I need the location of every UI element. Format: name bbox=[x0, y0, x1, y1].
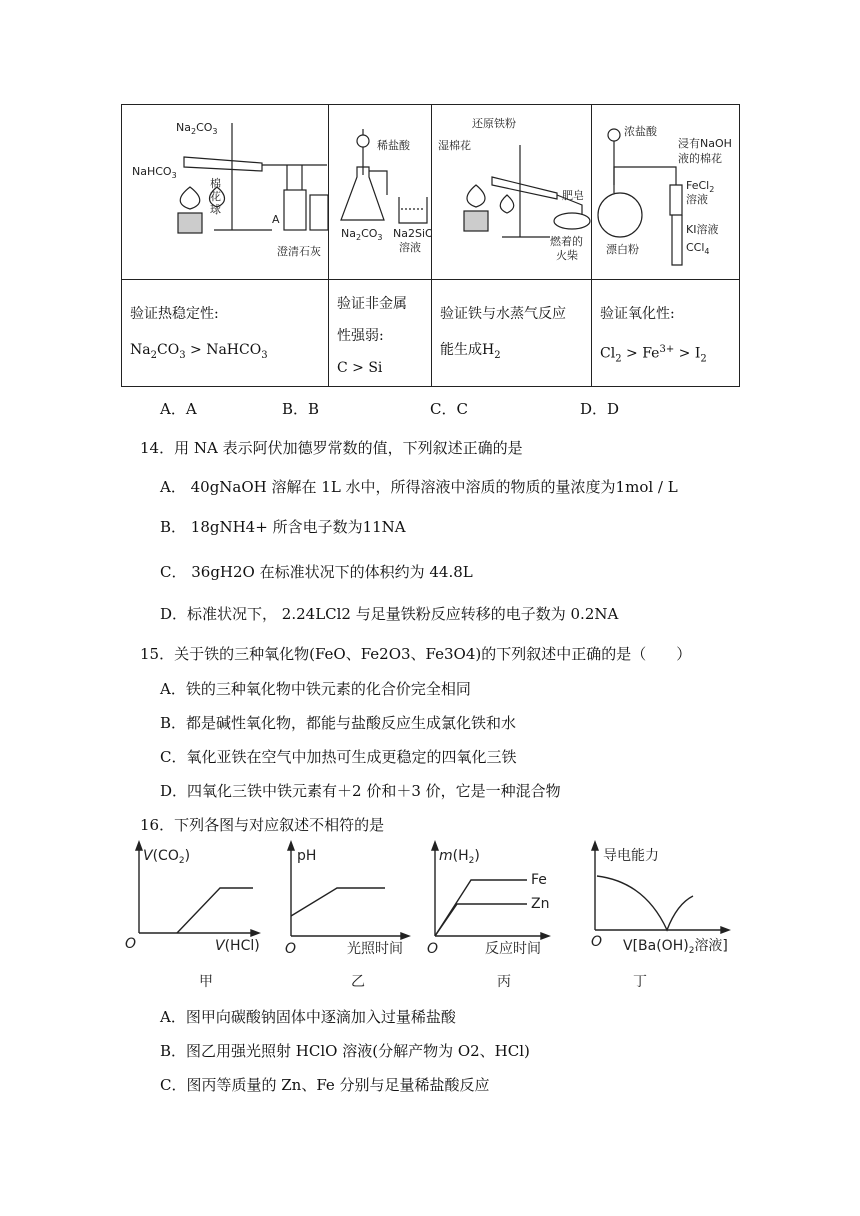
graph3-name: 丙 bbox=[497, 974, 511, 990]
graph2-origin: O bbox=[285, 941, 297, 957]
label-fecl2-solution: 溶液 bbox=[686, 193, 708, 206]
caption-a-line1: 验证热稳定性: bbox=[130, 306, 219, 322]
q16-option-b[interactable]: B．图乙用强光照射 HClO 溶液(分解产物为 O2、HCl) bbox=[160, 1042, 530, 1060]
q13-option-c[interactable]: C．C bbox=[430, 400, 468, 418]
graph1-name: 甲 bbox=[199, 974, 213, 990]
q15-option-d[interactable]: D．四氧化三铁中铁元素有＋2 价和＋3 价，它是一种混合物 bbox=[160, 782, 561, 800]
graph2-ylabel: pH bbox=[297, 848, 317, 864]
q13-option-d[interactable]: D．D bbox=[580, 400, 620, 418]
graph2-xlabel: 光照时间 bbox=[347, 941, 403, 957]
label-cotton: 棉花球 bbox=[210, 177, 221, 216]
q14-option-b[interactable]: B． 18gNH4+ 所含电子数为11NA bbox=[160, 518, 406, 536]
caption-d-line1: 验证氧化性: bbox=[600, 306, 675, 322]
caption-b bbox=[329, 280, 432, 387]
q15-option-b[interactable]: B．都是碱性氧化物，都能与盐酸反应生成氯化铁和水 bbox=[160, 714, 517, 732]
caption-d bbox=[592, 280, 740, 387]
graph3-curve-zn: Zn bbox=[531, 896, 550, 912]
label-na2co3-b: $Na_2CO_3$ bbox=[341, 227, 383, 242]
label-match-2: 火柴 bbox=[556, 249, 578, 262]
apparatus-a bbox=[122, 105, 329, 280]
caption-c bbox=[432, 280, 592, 387]
iron-steam-diagram bbox=[432, 105, 592, 275]
graph1-ylabel: $V(CO_2)$ bbox=[143, 848, 191, 866]
graph4-ylabel: 导电能力 bbox=[603, 848, 659, 864]
graph4-xlabel: $V[Ba(OH)_2$溶液] bbox=[623, 938, 728, 956]
q14-option-d[interactable]: D．标准状况下， 2.24LCl2 与足量铁粉反应转移的电子数为 0.2NA bbox=[160, 605, 619, 623]
label-wet-cotton: 湿棉花 bbox=[438, 139, 471, 152]
q16-option-c[interactable]: C．图丙等质量的 Zn、Fe 分别与足量稀盐酸反应 bbox=[160, 1076, 490, 1094]
label-bleach: 漂白粉 bbox=[606, 243, 639, 256]
q14-option-a[interactable]: A． 40gNaOH 溶解在 1L 水中，所得溶液中溶质的物质的量浓度为1mol / L bbox=[160, 478, 678, 496]
q13-option-b[interactable]: B．B bbox=[282, 400, 320, 418]
apparatus-table bbox=[121, 104, 740, 387]
graph4-origin: O bbox=[591, 934, 603, 950]
graph1-origin: O bbox=[125, 936, 137, 952]
caption-b-line1: 验证非金属 bbox=[337, 296, 407, 312]
graph2-name: 乙 bbox=[351, 974, 365, 990]
apparatus-d bbox=[592, 105, 740, 280]
caption-b-line2: 性强弱: bbox=[337, 328, 384, 344]
q16-option-a[interactable]: A．图甲向碳酸钠固体中逐滴加入过量稀盐酸 bbox=[160, 1008, 456, 1026]
label-ki: KI溶液 bbox=[686, 223, 719, 236]
oxidation-diagram bbox=[592, 105, 740, 275]
graph3-xlabel: 反应时间 bbox=[485, 941, 541, 957]
label-conc-hcl: 浓盐酸 bbox=[624, 125, 657, 138]
graph3-curve-fe: Fe bbox=[531, 872, 547, 888]
graph1-xlabel: V(HCl) bbox=[215, 938, 260, 954]
q15-stem: 15．关于铁的三种氧化物(FeO、Fe2O3、Fe3O4)的下列叙述中正确的是（ ） bbox=[140, 645, 692, 663]
label-match-1: 燃着的 bbox=[550, 235, 583, 248]
label-naoh-2: 液的棉花 bbox=[678, 152, 722, 165]
q13-option-a[interactable]: A．A bbox=[160, 400, 197, 418]
label-dilute-hcl: 稀盐酸 bbox=[377, 139, 410, 152]
q14-option-c[interactable]: C． 36gH2O 在标准状况下的体积约为 44.8L bbox=[160, 563, 473, 581]
label-ccl4: CCl$_4$ bbox=[686, 241, 710, 256]
q15-option-c[interactable]: C．氧化亚铁在空气中加热可生成更稳定的四氧化三铁 bbox=[160, 748, 517, 766]
label-a: A bbox=[272, 213, 280, 226]
label-na2sio3: Na2SiO bbox=[393, 227, 432, 240]
label-solution: 溶液 bbox=[399, 241, 421, 254]
label-soap: 肥皂 bbox=[562, 189, 584, 202]
label-naoh-1: 浸有NaOH bbox=[678, 137, 732, 150]
nonmetal-strength-diagram bbox=[329, 105, 432, 275]
graph4-name: 丁 bbox=[633, 974, 647, 990]
apparatus-b bbox=[329, 105, 432, 280]
label-fecl2: FeCl$_2$ bbox=[686, 179, 715, 194]
caption-a-line2: $Na_2CO_3$ > NaHCO$_3$ bbox=[130, 342, 268, 361]
caption-c-line2: 能生成$H_2$ bbox=[440, 342, 501, 361]
caption-b-line3: C > Si bbox=[337, 360, 383, 376]
apparatus-c bbox=[432, 105, 592, 280]
caption-c-line1: 验证铁与水蒸气反应 bbox=[440, 306, 566, 322]
graph3-ylabel: $m(H_2)$ bbox=[439, 848, 480, 866]
q16-stem: 16．下列各图与对应叙述不相符的是 bbox=[140, 816, 385, 834]
q16-graphs bbox=[125, 838, 745, 998]
label-limewater: 澄清石灰 bbox=[277, 245, 321, 258]
label-na2co3: $Na_2CO_3$ bbox=[176, 121, 218, 136]
caption-a bbox=[122, 280, 329, 387]
q15-option-a[interactable]: A．铁的三种氧化物中铁元素的化合价完全相同 bbox=[160, 680, 471, 698]
caption-d-line2: $Cl_2 > Fe^{3+} > I_2$ bbox=[600, 344, 707, 365]
thermal-stability-diagram bbox=[122, 105, 329, 275]
label-iron-powder: 还原铁粉 bbox=[472, 117, 516, 130]
graph3-origin: O bbox=[427, 941, 439, 957]
label-nahco3: NaHCO$_3$ bbox=[132, 165, 177, 180]
q14-stem: 14．用 NA 表示阿伏加德罗常数的值，下列叙述正确的是 bbox=[140, 439, 523, 457]
